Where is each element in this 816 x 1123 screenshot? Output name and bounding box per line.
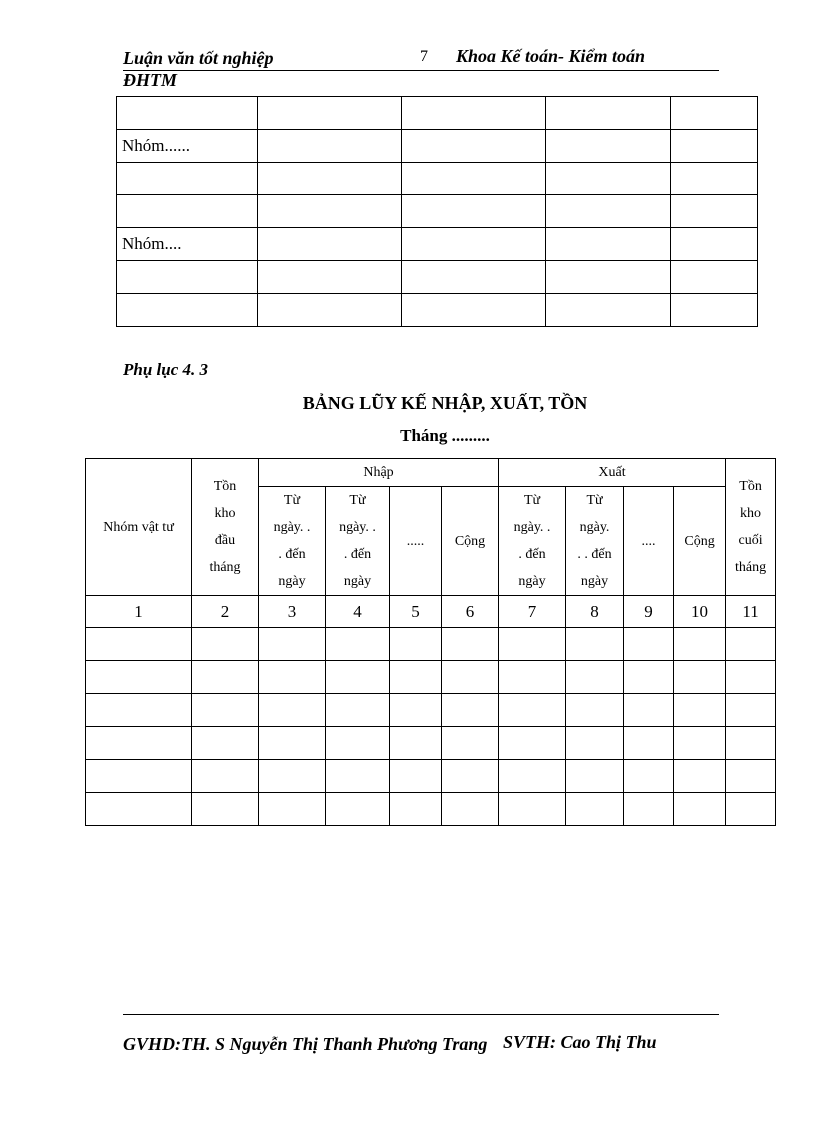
- footer-student: SVTH: Cao Thị Thu: [503, 1032, 657, 1052]
- out-period-b-header: Từ ngày. . . đến ngày: [566, 487, 624, 596]
- header-row: [86, 459, 776, 487]
- in-period-b-header: Từ ngày. . . đến ngày: [326, 487, 390, 596]
- col-number: 7: [499, 596, 566, 628]
- table-row: [117, 228, 758, 261]
- header-rule: [123, 70, 719, 71]
- col-number: 9: [624, 596, 674, 628]
- table-subtitle: Tháng .........: [400, 426, 490, 445]
- out-period-a-header: Từ ngày. . . đến ngày: [499, 487, 566, 596]
- group-label: Nhóm....: [117, 228, 258, 261]
- table-cell: [117, 162, 258, 195]
- table-row: [117, 195, 758, 228]
- table-row: [86, 727, 776, 760]
- out-total-header: Cộng: [674, 487, 726, 596]
- col-group-header: Nhóm vật tư: [86, 459, 192, 596]
- col-number: 6: [442, 596, 499, 628]
- table-row: [86, 661, 776, 694]
- table-cell: [117, 97, 258, 130]
- table-row: [117, 293, 758, 326]
- footer-rule: [123, 1014, 719, 1015]
- table-row: [86, 628, 776, 661]
- table-row: [117, 129, 758, 162]
- table-row: [86, 694, 776, 727]
- table-row: [117, 260, 758, 293]
- col-number: 8: [566, 596, 624, 628]
- col-number: 1: [86, 596, 192, 628]
- group-in-header: Nhập: [259, 459, 499, 487]
- table-title: BẢNG LŨY KẾ NHẬP, XUẤT, TỒN: [302, 393, 588, 413]
- table-row: [86, 793, 776, 826]
- page-number: 7: [420, 48, 428, 65]
- out-dots-header: ....: [624, 487, 674, 596]
- table-cell: [117, 195, 258, 228]
- column-number-row: [86, 596, 776, 628]
- table-row: [117, 162, 758, 195]
- table-row: [117, 97, 758, 130]
- header-faculty: Khoa Kế toán- Kiểm toán: [456, 46, 646, 66]
- col-number: 4: [326, 596, 390, 628]
- col-number: 11: [726, 596, 776, 628]
- col-number: 10: [674, 596, 726, 628]
- appendix-label: Phụ lục 4. 3: [123, 360, 209, 379]
- in-dots-header: .....: [390, 487, 442, 596]
- group-out-header: Xuất: [499, 459, 726, 487]
- col-opening-header: Tồn kho đầu tháng: [192, 459, 259, 596]
- table-cell: [117, 260, 258, 293]
- inventory-table: [85, 458, 776, 826]
- in-period-a-header: Từ ngày. . . đến ngày: [259, 487, 326, 596]
- footer-supervisor: GVHD:TH. S Nguyễn Thị Thanh Phương Trang: [123, 1034, 488, 1054]
- col-closing-header: Tồn kho cuối tháng: [726, 459, 776, 596]
- continuation-table: [116, 96, 758, 327]
- group-label: Nhóm......: [117, 129, 258, 162]
- header-university: ĐHTM: [123, 70, 177, 90]
- header-title: Luận văn tốt nghiệp: [123, 48, 274, 68]
- col-number: 5: [390, 596, 442, 628]
- in-total-header: Cộng: [442, 487, 499, 596]
- table-cell: [117, 293, 258, 326]
- col-number: 2: [192, 596, 259, 628]
- col-number: 3: [259, 596, 326, 628]
- table-row: [86, 760, 776, 793]
